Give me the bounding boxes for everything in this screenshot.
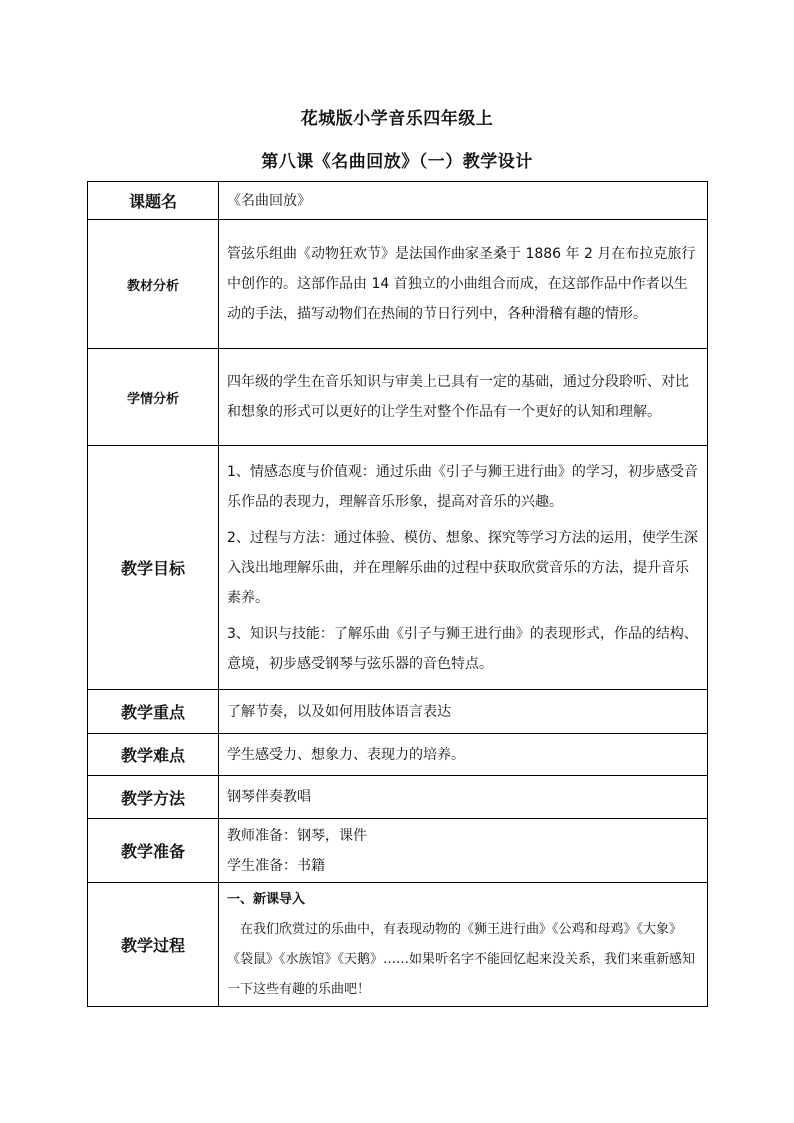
row-students — [88, 349, 708, 446]
label-goals: 教学目标 — [88, 446, 219, 690]
value-material: 管弦乐组曲《动物狂欢节》是法国作曲家圣桑于 1886 年 2 月在布拉克旅行中创作的。这部作品由 14 首独立的小曲组合而成，在这部作品中作者以生动的手法，描写动物们在热闹的节日行列中，各种滑稽有趣的情形。 — [219, 220, 708, 349]
row-process — [88, 883, 708, 1007]
label-process: 教学过程 — [88, 883, 219, 1007]
process-section-title: 一、新课导入 — [227, 891, 306, 907]
value-students: 四年级的学生在音乐知识与审美上已具有一定的基础，通过分段聆听、对比和想象的形式可以更好的让学生对整个作品有一个更好的认知和理解。 — [219, 349, 708, 446]
value-topic: 《名曲回放》 — [219, 182, 708, 220]
label-topic: 课题名 — [88, 182, 219, 220]
label-prep: 教学准备 — [88, 819, 219, 883]
goal-item: 3、知识与技能：了解乐曲《引子与狮王进行曲》的表现形式，作品的结构、意境，初步感受钢琴与弦乐器的音色特点。 — [227, 625, 698, 672]
doc-subtitle: 第八课《名曲回放》（一）教学设计 — [261, 152, 533, 172]
value-process — [219, 883, 708, 1007]
row-method — [88, 776, 708, 819]
label-difficulty: 教学难点 — [88, 734, 219, 776]
lesson-plan-table — [87, 181, 708, 1007]
row-material — [88, 220, 708, 349]
row-key — [88, 690, 708, 734]
row-topic — [88, 182, 708, 220]
row-goals — [88, 446, 708, 690]
value-difficulty: 学生感受力、想象力、表现力的培养。 — [219, 734, 708, 776]
label-method: 教学方法 — [88, 776, 219, 819]
goal-item: 1、情感态度与价值观：通过乐曲《引子与狮王进行曲》的学习，初步感受音乐作品的表现力，理解音乐形象，提高对音乐的兴趣。 — [227, 463, 698, 510]
value-goals — [219, 446, 708, 690]
process-text: 在我们欣赏过的乐曲中，有表现动物的《狮王进行曲》《公鸡和母鸡》《大象》《袋鼠》《水族馆》《天鹅》……如果听名字不能回忆起来没关系，我们来重新感知一下这些有趣的乐曲吧！ — [227, 921, 696, 997]
value-method: 钢琴伴奏教唱 — [219, 776, 708, 819]
label-key: 教学重点 — [88, 690, 219, 734]
prep-teacher: 教师准备：钢琴，课件 — [227, 827, 367, 844]
row-difficulty — [88, 734, 708, 776]
value-key: 了解节奏，以及如何用肢体语言表达 — [219, 690, 708, 734]
value-prep — [219, 819, 708, 883]
label-students: 学情分析 — [88, 349, 219, 446]
prep-student: 学生准备：书籍 — [227, 857, 325, 874]
doc-title: 花城版小学音乐四年级上 — [300, 109, 494, 129]
label-material: 教材分析 — [88, 220, 219, 349]
goal-item: 2、过程与方法：通过体验、模仿、想象、探究等学习方法的运用，使学生深入浅出地理解乐曲，并在理解乐曲的过程中获取欣赏音乐的方法，提升音乐素养。 — [227, 529, 698, 606]
row-prep — [88, 819, 708, 883]
